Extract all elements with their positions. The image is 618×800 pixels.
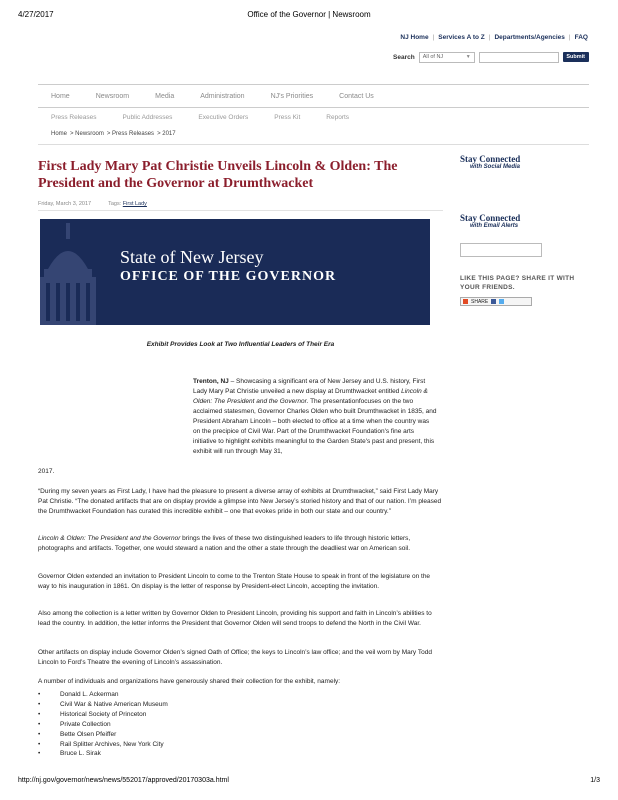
article-meta — [38, 201, 147, 207]
subnav-press-kit[interactable]: Press Kit — [274, 114, 301, 121]
nav-newsroom[interactable]: Newsroom — [95, 92, 130, 100]
exhibit-title: Lincoln & Olden: The President and the Governor. — [193, 388, 428, 405]
list-item: • Private Collection — [38, 720, 111, 728]
search-scope-select[interactable] — [419, 52, 475, 63]
bullet: • — [38, 750, 41, 758]
breadcrumb — [51, 131, 176, 137]
tag-first-lady[interactable]: First Lady — [122, 201, 147, 207]
list-item: • Donald L. Ackerman — [38, 691, 119, 698]
separator: | — [488, 34, 491, 41]
paragraph-3-text: brings the lives of these two distinguished leaders to life through historic letters, photographs and artifacts. Together, one would steward a nation and the other a state through the deadliest war on American soil. — [38, 535, 411, 552]
nav-priorities[interactable]: NJ's Priorities — [270, 92, 314, 100]
print-page-number: 1/3 — [590, 777, 600, 784]
main-nav — [38, 84, 589, 108]
email-alerts-subtitle: with Email Alerts — [470, 223, 519, 229]
share-icon — [463, 299, 468, 304]
divider — [38, 210, 443, 211]
paragraph-7: A number of individuals and organizations have generously shared their collection for the exhibit, namely: — [38, 678, 341, 685]
share-prompt: LIKE THIS PAGE? SHARE IT WITH YOUR FRIENDS. — [460, 275, 575, 291]
lenders-list — [38, 690, 168, 759]
services-link[interactable]: Services A to Z — [438, 34, 485, 41]
bullet: • — [38, 740, 41, 748]
social-media-subtitle: with Social Media — [470, 164, 521, 170]
capitol-dome-icon — [40, 219, 110, 325]
banner-line-1: State of New Jersey — [120, 247, 264, 267]
list-item: • Bette Olsen Pfeiffer — [38, 730, 117, 738]
bullet: • — [38, 730, 41, 738]
breadcrumb-year[interactable]: > 2017 — [157, 131, 176, 137]
stay-connected-email-title: Stay Connected — [460, 213, 521, 223]
banner-line-2: OFFICE OF THE GOVERNOR — [120, 269, 337, 284]
list-item: • Rail Splitter Archives, New York City — [38, 740, 164, 748]
search-bar — [393, 51, 589, 63]
print-date: 4/27/2017 — [18, 10, 54, 19]
share-button[interactable] — [460, 297, 532, 306]
breadcrumb-press-releases[interactable]: > Press Releases — [106, 131, 155, 137]
print-url: http://nj.gov/governor/news/news/552017/approved/20170303a.html — [18, 777, 229, 784]
separator: | — [568, 34, 571, 41]
subnav-public-addresses[interactable]: Public Addresses — [122, 114, 173, 121]
nav-contact[interactable]: Contact Us — [339, 92, 374, 100]
list-item: • Civil War & Native American Museum — [38, 700, 168, 708]
paragraph-5: Also among the collection is a letter written by Governor Olden to President Lincoln, providing his support and faith in Lincoln’s abilities to lead the country. In addition, the letter informs the President that Governor Olden will send troops to defend the North in the Civil War. — [38, 610, 432, 627]
nav-home[interactable]: Home — [51, 92, 70, 100]
twitter-icon — [499, 299, 504, 304]
chevron-down-icon: ▼ — [465, 53, 471, 60]
departments-link[interactable]: Departments/Agencies — [494, 34, 565, 41]
separator: | — [432, 34, 435, 41]
paragraph-6: Other artifacts on display include Governor Olden’s signed Oath of Office; the keys to Lincoln’s law office; and the veil worn by Mary Todd Lincoln to Ford’s Theatre the evening of Lincoln’s assassination. — [38, 649, 432, 666]
nav-media[interactable]: Media — [155, 92, 175, 100]
divider — [38, 144, 589, 145]
faq-link[interactable]: FAQ — [574, 34, 588, 41]
paragraph-4: Governor Olden extended an invitation to President Lincoln to come to the Trenton State House to speak in front of the legislature on the way to his inauguration in 1861. On display is the letter of response by President-elect Lincoln, accepting the invitation. — [38, 573, 431, 590]
exhibit-title: Lincoln & Olden: The President and the Governor — [38, 535, 181, 542]
bullet: • — [38, 700, 41, 708]
search-scope-value: All of NJ — [422, 53, 444, 60]
utility-links — [400, 34, 588, 41]
nj-home-link[interactable]: NJ Home — [400, 34, 429, 41]
share-label: SHARE — [471, 298, 489, 305]
bullet: • — [38, 710, 41, 718]
paragraph-3 — [38, 534, 443, 554]
print-title: Office of the Governor | Newsroom — [247, 10, 371, 19]
bullet: • — [38, 720, 41, 728]
list-item: • Historical Society of Princeton — [38, 710, 147, 718]
search-input[interactable] — [479, 52, 559, 63]
nav-administration[interactable]: Administration — [200, 92, 245, 100]
tags — [108, 201, 147, 207]
paragraph-1-text-b: The presentationfocuses on the two acclaimed statesmen, Governor Charles Olden who built Drumthwacket in 1835, and President Abraham Lincoln – both elected to office at a time when the country was on the precipice of Civil War. Part of the Drumthwacket Foundation's fine arts initiative to highlight exhibits meaningful to the Garden State's past and present, this exhibit will run through May 31, — [193, 398, 437, 455]
article-date: Friday, March 3, 2017 — [38, 201, 92, 207]
breadcrumb-home[interactable]: Home — [51, 131, 68, 137]
article-subhead: Exhibit Provides Look at Two Influential Leaders of Their Era — [146, 341, 335, 348]
facebook-icon — [491, 299, 496, 304]
paragraph-1-text-a: – Showcasing a significant era of New Jersey and U.S. history, First Lady Mary Pat Christie unveiled a new display at Drumthwacket entitled — [193, 378, 426, 395]
social-media-block[interactable] — [460, 154, 600, 170]
sidebar — [460, 154, 600, 305]
search-submit-button[interactable]: Submit — [563, 52, 589, 62]
paragraph-1-end: 2017. — [38, 468, 55, 475]
stay-connected-social-title: Stay Connected — [460, 154, 521, 164]
search-label: Search — [393, 53, 415, 61]
sub-nav — [38, 114, 589, 126]
subnav-press-releases[interactable]: Press Releases — [51, 114, 97, 121]
list-item: • Bruce L. Sirak — [38, 750, 101, 758]
subnav-reports[interactable]: Reports — [326, 114, 350, 121]
print-header — [0, 10, 618, 24]
email-alerts-block — [460, 213, 520, 229]
tags-label: Tags: — [108, 201, 122, 207]
email-alert-input[interactable] — [460, 243, 542, 257]
paragraph-1 — [193, 377, 438, 457]
bullet: • — [38, 691, 41, 698]
office-banner — [40, 219, 430, 325]
subnav-executive-orders[interactable]: Executive Orders — [198, 114, 249, 121]
dateline: Trenton, NJ — [193, 378, 229, 385]
paragraph-2: “During my seven years as First Lady, I have had the pleasure to present a diverse array of exhibits at Drumthwacket,” said First Lady Mary Pat Christie. “The donated artifacts that are on display provide a glimpse into New Jersey’s storied history and that of our nation. I’m pleased the Drumthwacket Foundation has curated this incredible exhibit – one that evokes pride in both our state and our country.” — [38, 488, 442, 515]
breadcrumb-newsroom[interactable]: > Newsroom — [70, 131, 104, 137]
article-title: First Lady Mary Pat Christie Unveils Lincoln & Olden: The President and the Governor at Drumthwacket — [38, 159, 398, 191]
